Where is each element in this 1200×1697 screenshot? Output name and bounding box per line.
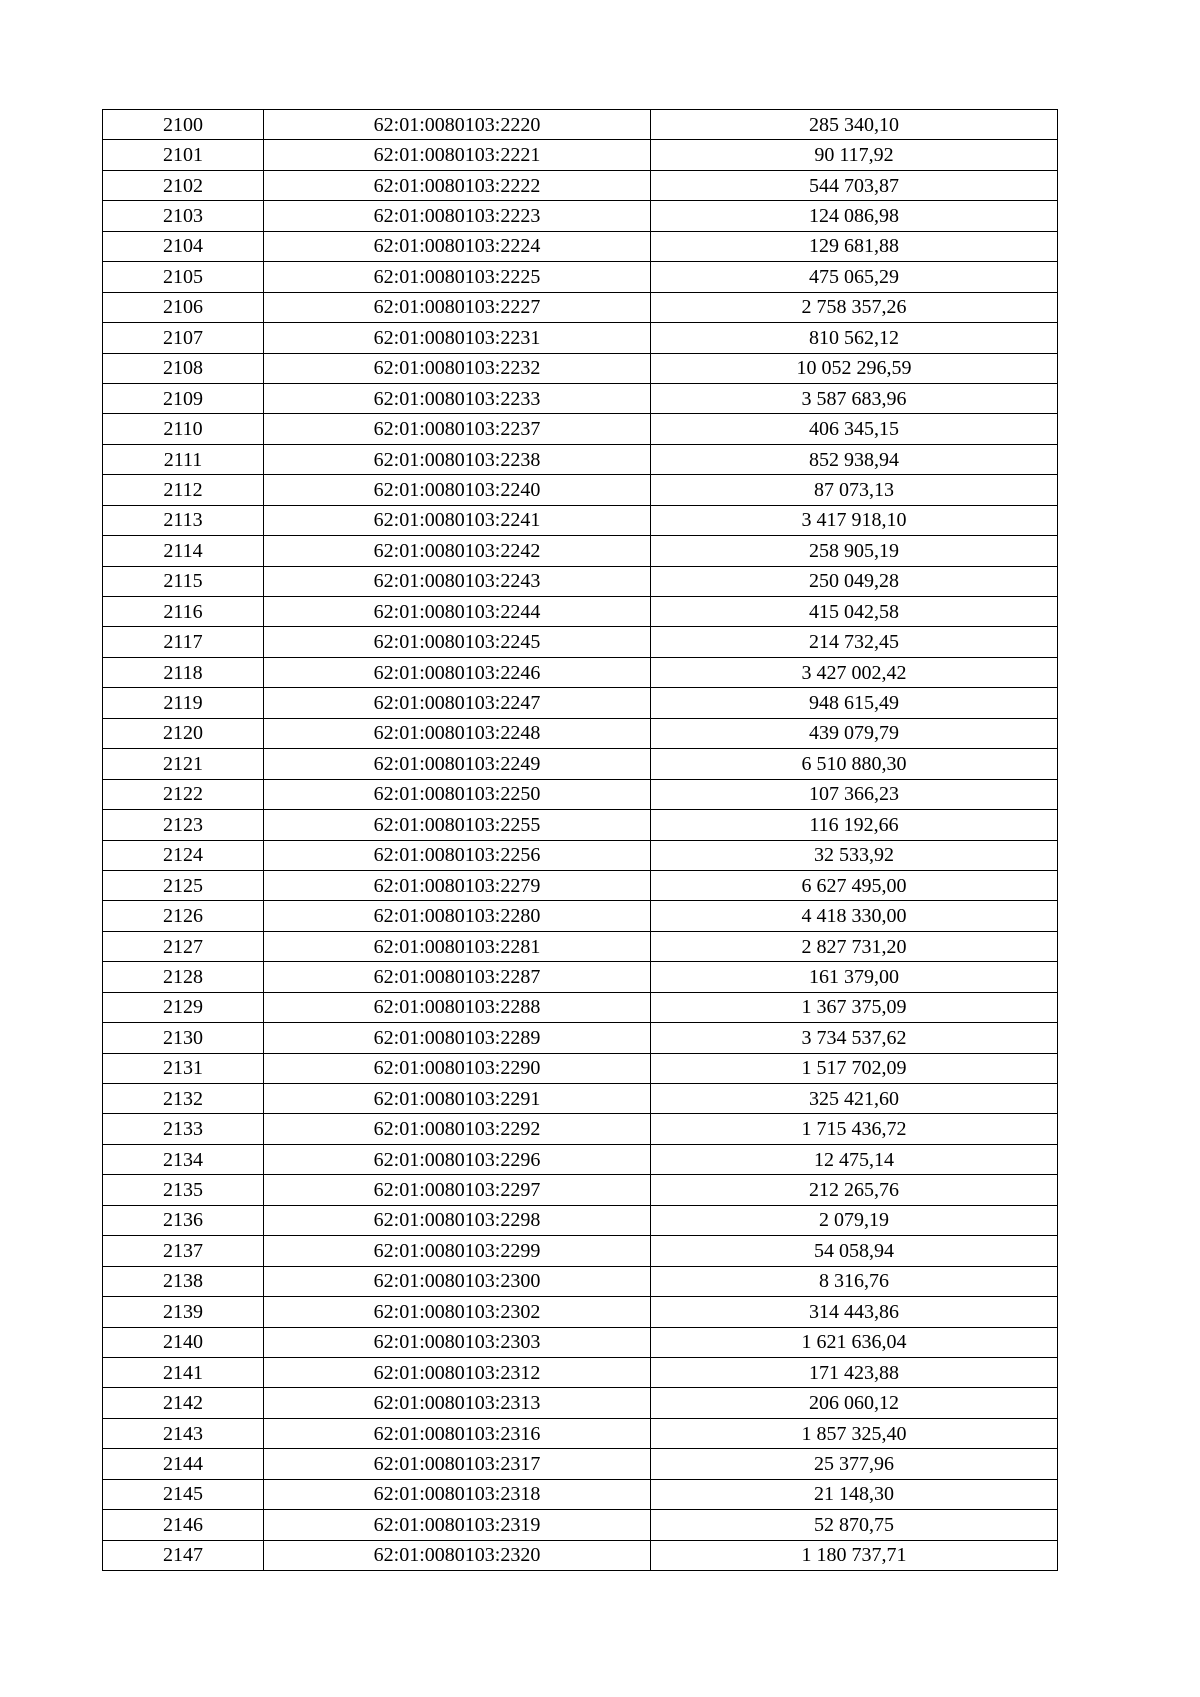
cadastral-number-cell: 62:01:0080103:2245 [264, 627, 651, 657]
value-cell: 285 340,10 [651, 110, 1058, 140]
cadastral-number-cell: 62:01:0080103:2222 [264, 170, 651, 200]
cadastral-number-cell: 62:01:0080103:2256 [264, 840, 651, 870]
table-body [103, 110, 1058, 1571]
value-cell: 3 427 002,42 [651, 657, 1058, 687]
row-number-cell: 2137 [103, 1236, 264, 1266]
table-row [103, 840, 1058, 870]
row-number-cell: 2114 [103, 536, 264, 566]
cadastral-number-cell: 62:01:0080103:2225 [264, 262, 651, 292]
value-cell: 258 905,19 [651, 536, 1058, 566]
value-cell: 415 042,58 [651, 597, 1058, 627]
table-row [103, 262, 1058, 292]
table-row [103, 749, 1058, 779]
table-row [103, 505, 1058, 535]
row-number-cell: 2143 [103, 1418, 264, 1448]
value-cell: 3 734 537,62 [651, 1023, 1058, 1053]
cadastral-number-cell: 62:01:0080103:2224 [264, 231, 651, 261]
value-cell: 810 562,12 [651, 323, 1058, 353]
row-number-cell: 2105 [103, 262, 264, 292]
row-number-cell: 2122 [103, 779, 264, 809]
table-row [103, 536, 1058, 566]
cadastral-number-cell: 62:01:0080103:2299 [264, 1236, 651, 1266]
row-number-cell: 2131 [103, 1053, 264, 1083]
row-number-cell: 2128 [103, 962, 264, 992]
cadastral-number-cell: 62:01:0080103:2227 [264, 292, 651, 322]
value-cell: 107 366,23 [651, 779, 1058, 809]
row-number-cell: 2141 [103, 1357, 264, 1387]
row-number-cell: 2139 [103, 1297, 264, 1327]
table-row [103, 1144, 1058, 1174]
value-cell: 1 857 325,40 [651, 1418, 1058, 1448]
row-number-cell: 2112 [103, 475, 264, 505]
table-row [103, 1236, 1058, 1266]
value-cell: 2 827 731,20 [651, 931, 1058, 961]
row-number-cell: 2106 [103, 292, 264, 322]
value-cell: 214 732,45 [651, 627, 1058, 657]
value-cell: 3 417 918,10 [651, 505, 1058, 535]
cadastral-number-cell: 62:01:0080103:2290 [264, 1053, 651, 1083]
value-cell: 21 148,30 [651, 1479, 1058, 1509]
row-number-cell: 2116 [103, 597, 264, 627]
table-row [103, 1357, 1058, 1387]
table-row [103, 170, 1058, 200]
value-cell: 6 510 880,30 [651, 749, 1058, 779]
value-cell: 87 073,13 [651, 475, 1058, 505]
row-number-cell: 2145 [103, 1479, 264, 1509]
cadastral-number-cell: 62:01:0080103:2232 [264, 353, 651, 383]
cadastral-number-cell: 62:01:0080103:2241 [264, 505, 651, 535]
value-cell: 90 117,92 [651, 140, 1058, 170]
table-row [103, 414, 1058, 444]
value-cell: 10 052 296,59 [651, 353, 1058, 383]
row-number-cell: 2123 [103, 810, 264, 840]
cadastral-number-cell: 62:01:0080103:2250 [264, 779, 651, 809]
cadastral-number-cell: 62:01:0080103:2291 [264, 1084, 651, 1114]
cadastral-number-cell: 62:01:0080103:2249 [264, 749, 651, 779]
row-number-cell: 2111 [103, 444, 264, 474]
cadastral-number-cell: 62:01:0080103:2288 [264, 992, 651, 1022]
row-number-cell: 2124 [103, 840, 264, 870]
cadastral-number-cell: 62:01:0080103:2303 [264, 1327, 651, 1357]
cadastral-number-cell: 62:01:0080103:2318 [264, 1479, 651, 1509]
table-row [103, 962, 1058, 992]
table-row [103, 1388, 1058, 1418]
cadastral-value-table [102, 109, 1058, 1571]
row-number-cell: 2142 [103, 1388, 264, 1418]
row-number-cell: 2136 [103, 1205, 264, 1235]
table-row [103, 1053, 1058, 1083]
row-number-cell: 2132 [103, 1084, 264, 1114]
cadastral-number-cell: 62:01:0080103:2298 [264, 1205, 651, 1235]
row-number-cell: 2117 [103, 627, 264, 657]
cadastral-number-cell: 62:01:0080103:2244 [264, 597, 651, 627]
row-number-cell: 2119 [103, 688, 264, 718]
row-number-cell: 2125 [103, 870, 264, 900]
row-number-cell: 2135 [103, 1175, 264, 1205]
cadastral-number-cell: 62:01:0080103:2302 [264, 1297, 651, 1327]
cadastral-number-cell: 62:01:0080103:2297 [264, 1175, 651, 1205]
value-cell: 52 870,75 [651, 1510, 1058, 1540]
value-cell: 161 379,00 [651, 962, 1058, 992]
cadastral-number-cell: 62:01:0080103:2220 [264, 110, 651, 140]
cadastral-number-cell: 62:01:0080103:2221 [264, 140, 651, 170]
value-cell: 4 418 330,00 [651, 901, 1058, 931]
value-cell: 32 533,92 [651, 840, 1058, 870]
table-row [103, 931, 1058, 961]
cadastral-number-cell: 62:01:0080103:2281 [264, 931, 651, 961]
table-row [103, 1540, 1058, 1570]
table-row [103, 810, 1058, 840]
value-cell: 54 058,94 [651, 1236, 1058, 1266]
value-cell: 129 681,88 [651, 231, 1058, 261]
value-cell: 544 703,87 [651, 170, 1058, 200]
table-row [103, 901, 1058, 931]
cadastral-number-cell: 62:01:0080103:2319 [264, 1510, 651, 1540]
cadastral-number-cell: 62:01:0080103:2240 [264, 475, 651, 505]
row-number-cell: 2133 [103, 1114, 264, 1144]
value-cell: 25 377,96 [651, 1449, 1058, 1479]
value-cell: 1 715 436,72 [651, 1114, 1058, 1144]
cadastral-number-cell: 62:01:0080103:2320 [264, 1540, 651, 1570]
value-cell: 2 079,19 [651, 1205, 1058, 1235]
table-row [103, 688, 1058, 718]
row-number-cell: 2144 [103, 1449, 264, 1479]
row-number-cell: 2147 [103, 1540, 264, 1570]
value-cell: 171 423,88 [651, 1357, 1058, 1387]
row-number-cell: 2129 [103, 992, 264, 1022]
value-cell: 439 079,79 [651, 718, 1058, 748]
table-row [103, 140, 1058, 170]
row-number-cell: 2103 [103, 201, 264, 231]
cadastral-number-cell: 62:01:0080103:2289 [264, 1023, 651, 1053]
cadastral-number-cell: 62:01:0080103:2312 [264, 1357, 651, 1387]
table-row [103, 201, 1058, 231]
row-number-cell: 2126 [103, 901, 264, 931]
cadastral-number-cell: 62:01:0080103:2248 [264, 718, 651, 748]
row-number-cell: 2138 [103, 1266, 264, 1296]
table-row [103, 231, 1058, 261]
table-row [103, 323, 1058, 353]
cadastral-number-cell: 62:01:0080103:2231 [264, 323, 651, 353]
table-row [103, 383, 1058, 413]
row-number-cell: 2118 [103, 657, 264, 687]
cadastral-number-cell: 62:01:0080103:2242 [264, 536, 651, 566]
row-number-cell: 2109 [103, 383, 264, 413]
cadastral-number-cell: 62:01:0080103:2237 [264, 414, 651, 444]
cadastral-number-cell: 62:01:0080103:2292 [264, 1114, 651, 1144]
row-number-cell: 2100 [103, 110, 264, 140]
table-row [103, 1175, 1058, 1205]
value-cell: 12 475,14 [651, 1144, 1058, 1174]
row-number-cell: 2120 [103, 718, 264, 748]
row-number-cell: 2107 [103, 323, 264, 353]
table-row [103, 1449, 1058, 1479]
row-number-cell: 2102 [103, 170, 264, 200]
cadastral-number-cell: 62:01:0080103:2280 [264, 901, 651, 931]
table-row [103, 597, 1058, 627]
cadastral-number-cell: 62:01:0080103:2287 [264, 962, 651, 992]
table-row [103, 627, 1058, 657]
table-row [103, 1205, 1058, 1235]
value-cell: 212 265,76 [651, 1175, 1058, 1205]
table-row [103, 1084, 1058, 1114]
value-cell: 1 621 636,04 [651, 1327, 1058, 1357]
cadastral-number-cell: 62:01:0080103:2238 [264, 444, 651, 474]
value-cell: 6 627 495,00 [651, 870, 1058, 900]
value-cell: 1 367 375,09 [651, 992, 1058, 1022]
value-cell: 206 060,12 [651, 1388, 1058, 1418]
table-row [103, 110, 1058, 140]
row-number-cell: 2146 [103, 1510, 264, 1540]
table-row [103, 1327, 1058, 1357]
value-cell: 475 065,29 [651, 262, 1058, 292]
value-cell: 124 086,98 [651, 201, 1058, 231]
cadastral-number-cell: 62:01:0080103:2317 [264, 1449, 651, 1479]
cadastral-number-cell: 62:01:0080103:2296 [264, 1144, 651, 1174]
value-cell: 8 316,76 [651, 1266, 1058, 1296]
table-row [103, 1510, 1058, 1540]
row-number-cell: 2108 [103, 353, 264, 383]
value-cell: 948 615,49 [651, 688, 1058, 718]
row-number-cell: 2101 [103, 140, 264, 170]
row-number-cell: 2113 [103, 505, 264, 535]
cadastral-number-cell: 62:01:0080103:2313 [264, 1388, 651, 1418]
value-cell: 116 192,66 [651, 810, 1058, 840]
value-cell: 250 049,28 [651, 566, 1058, 596]
value-cell: 1 180 737,71 [651, 1540, 1058, 1570]
value-cell: 314 443,86 [651, 1297, 1058, 1327]
table-row [103, 1023, 1058, 1053]
row-number-cell: 2127 [103, 931, 264, 961]
table-row [103, 444, 1058, 474]
row-number-cell: 2115 [103, 566, 264, 596]
cadastral-number-cell: 62:01:0080103:2223 [264, 201, 651, 231]
row-number-cell: 2104 [103, 231, 264, 261]
table-row [103, 870, 1058, 900]
row-number-cell: 2130 [103, 1023, 264, 1053]
table-row [103, 1479, 1058, 1509]
cadastral-number-cell: 62:01:0080103:2255 [264, 810, 651, 840]
cadastral-number-cell: 62:01:0080103:2243 [264, 566, 651, 596]
value-cell: 406 345,15 [651, 414, 1058, 444]
cadastral-number-cell: 62:01:0080103:2279 [264, 870, 651, 900]
value-cell: 852 938,94 [651, 444, 1058, 474]
table-row [103, 566, 1058, 596]
table-row [103, 1114, 1058, 1144]
table-row [103, 657, 1058, 687]
row-number-cell: 2110 [103, 414, 264, 444]
value-cell: 1 517 702,09 [651, 1053, 1058, 1083]
row-number-cell: 2121 [103, 749, 264, 779]
table-row [103, 475, 1058, 505]
value-cell: 325 421,60 [651, 1084, 1058, 1114]
cadastral-number-cell: 62:01:0080103:2316 [264, 1418, 651, 1448]
table-row [103, 292, 1058, 322]
table-row [103, 1297, 1058, 1327]
cadastral-number-cell: 62:01:0080103:2247 [264, 688, 651, 718]
table-row [103, 779, 1058, 809]
table-row [103, 1418, 1058, 1448]
value-cell: 3 587 683,96 [651, 383, 1058, 413]
cadastral-number-cell: 62:01:0080103:2233 [264, 383, 651, 413]
cadastral-number-cell: 62:01:0080103:2246 [264, 657, 651, 687]
row-number-cell: 2134 [103, 1144, 264, 1174]
table-row [103, 1266, 1058, 1296]
cadastral-number-cell: 62:01:0080103:2300 [264, 1266, 651, 1296]
table-row [103, 718, 1058, 748]
value-cell: 2 758 357,26 [651, 292, 1058, 322]
table-row [103, 353, 1058, 383]
table-row [103, 992, 1058, 1022]
row-number-cell: 2140 [103, 1327, 264, 1357]
